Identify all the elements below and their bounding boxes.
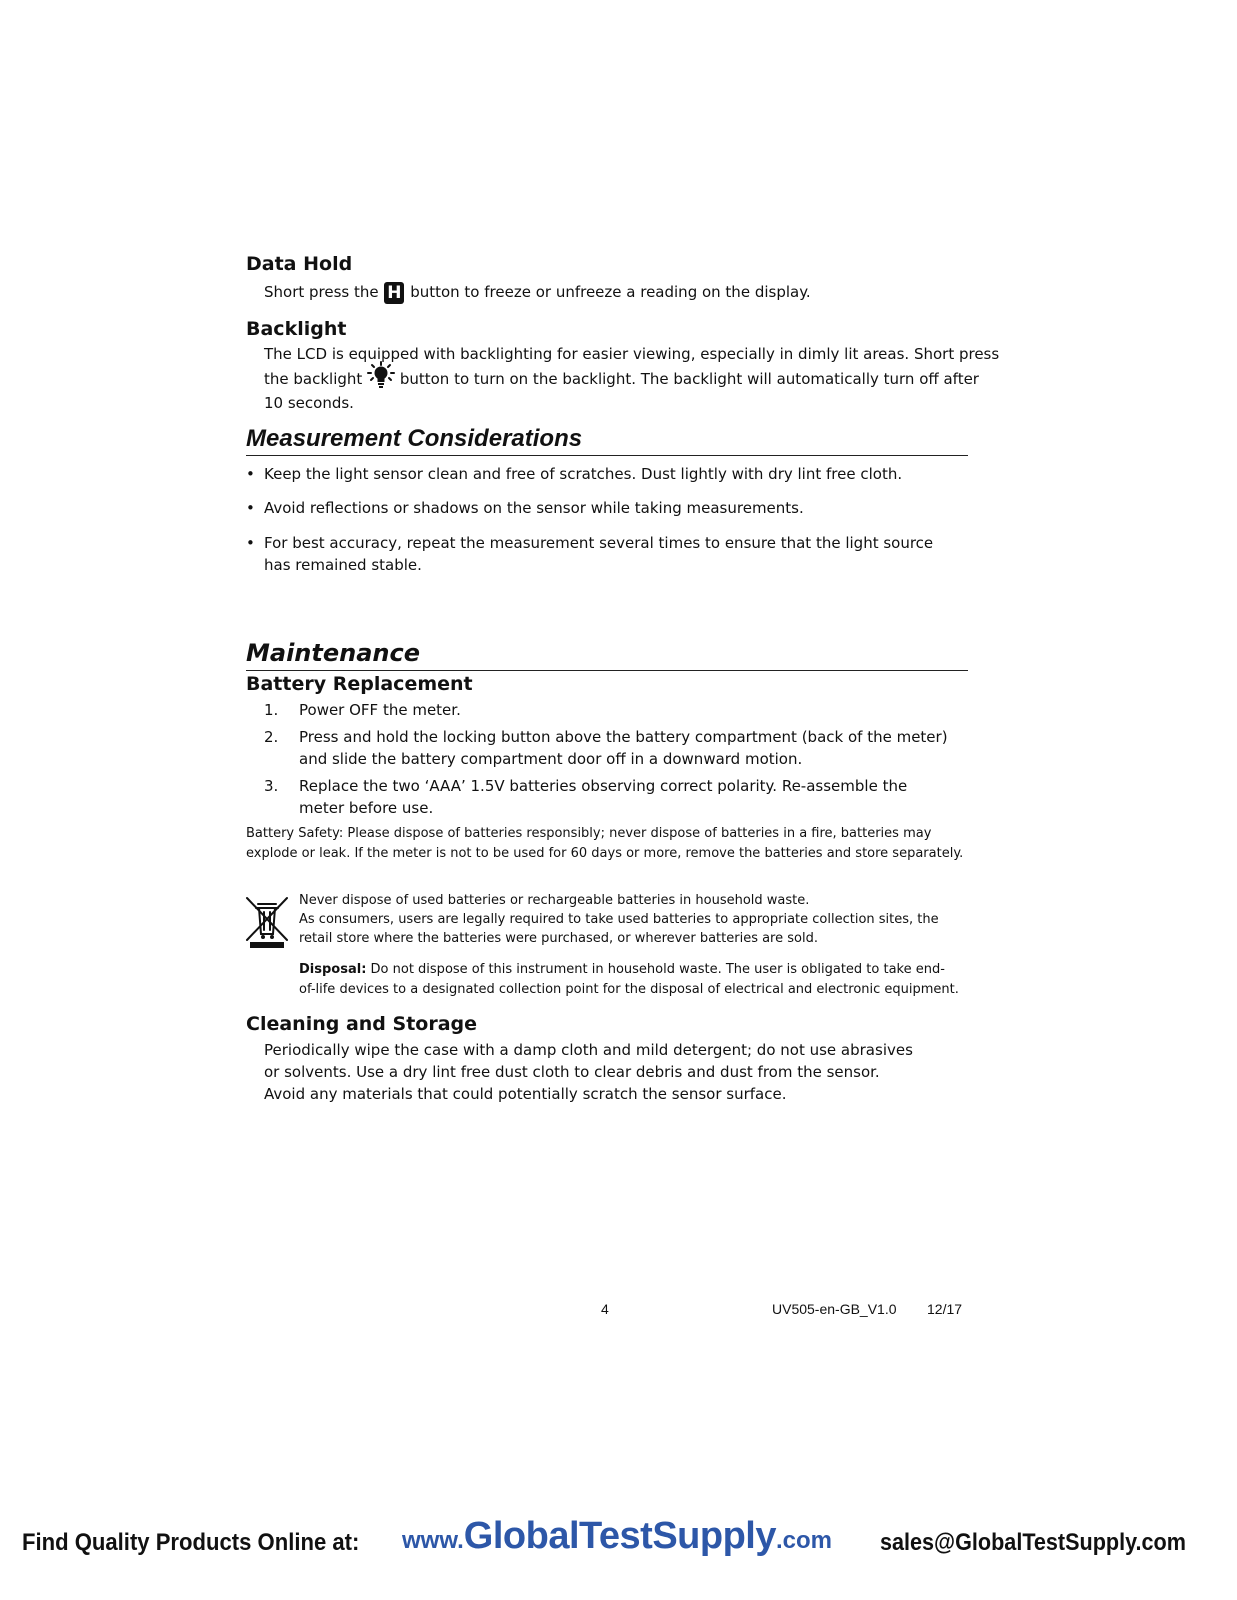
disposal-note (299, 960, 959, 1000)
backlight-line-1: The LCD is equipped with backlighting for easier viewing, especially in dimly lit areas. Short press (264, 345, 1000, 363)
step-text: Power OFF the meter. (299, 701, 461, 719)
weee-line-1: Never dispose of used batteries or rechargeable batteries in household waste. (299, 893, 810, 908)
banner-url-suffix: .com (776, 1527, 833, 1554)
step-text: Replace the two ‘AAA’ 1.5V batteries observing correct polarity. Re-assemble the meter before use. (299, 777, 908, 817)
doc-code: UV505-en-GB_V1.0 (772, 1301, 897, 1317)
crossed-out-bin-icon (245, 896, 289, 950)
hold-button-icon (384, 282, 404, 304)
backlight-line-3: 10 seconds. (264, 394, 354, 412)
disposal-text: Do not dispose of this instrument in household waste. The user is obligated to take end-of-life devices to a designated collection point for the disposal of electrical and electronic equipment. (299, 962, 959, 997)
data-hold-text (264, 281, 811, 304)
bullet-text: Keep the light sensor clean and free of scratches. Dust lightly with dry lint free cloth. (264, 465, 903, 483)
backlight-text-before: the backlight (264, 370, 363, 388)
weee-text (299, 891, 969, 948)
backlight-heading: Backlight (246, 318, 347, 340)
backlight-line-2 (264, 368, 979, 390)
list-item (246, 463, 966, 485)
step-text: Press and hold the locking button above the battery compartment (back of the meter) and slide the battery compartment door off in a downward motion. (299, 728, 948, 768)
step-number: 2. (264, 728, 279, 746)
step-number: 3. (264, 777, 279, 795)
bullet-icon: • (246, 499, 255, 517)
list-item (264, 699, 964, 721)
maintenance-divider (246, 670, 968, 671)
data-hold-heading: Data Hold (246, 253, 353, 275)
bullet-icon: • (246, 465, 255, 483)
banner-email[interactable]: sales@GlobalTestSupply.com (880, 1529, 1186, 1556)
bullet-icon: • (246, 534, 255, 552)
list-item (246, 497, 966, 519)
doc-date: 12/17 (927, 1301, 963, 1317)
maintenance-heading: Maintenance (246, 639, 421, 667)
banner-url[interactable] (402, 1515, 832, 1558)
list-item (246, 532, 966, 576)
step-number: 1. (264, 701, 279, 719)
list-item (264, 726, 964, 770)
hold-icon-letter: H (387, 282, 402, 303)
banner-url-prefix: www. (402, 1527, 464, 1554)
backlight-text-after: button to turn on the backlight. The backlight will automatically turn off after (399, 370, 979, 388)
measurement-heading: Measurement Considerations (246, 425, 583, 452)
battery-safety-note: Battery Safety: Please dispose of batteries responsibly; never dispose of batteries in a fire, batteries may explode or leak. If the meter is not to be used for 60 days or more, remove the batteries and store separately. (246, 826, 964, 861)
data-hold-text-before: Short press the (264, 283, 379, 301)
banner-url-main: GlobalTestSupply (463, 1515, 776, 1557)
lightbulb-icon (367, 361, 395, 389)
page-number: 4 (601, 1301, 609, 1317)
banner-tagline: Find Quality Products Online at: (22, 1529, 360, 1556)
disposal-label: Disposal: (299, 962, 367, 977)
battery-replacement-heading: Battery Replacement (246, 673, 473, 695)
list-item (264, 775, 964, 819)
data-hold-text-after: button to freeze or unfreeze a reading on the display. (410, 283, 811, 301)
weee-line-2: As consumers, users are legally required to take used batteries to appropriate collection sites, the retail store where the batteries were purchased, or wherever batteries are sold. (299, 912, 939, 946)
bullet-text: For best accuracy, repeat the measurement several times to ensure that the light source has remained stable. (264, 534, 934, 574)
cleaning-text: Periodically wipe the case with a damp cloth and mild detergent; do not use abrasives or solvents. Use a dry lint free dust cloth to clear debris and dust from the sensor. Avoid any materials that could potentially scratch the sensor surface. (264, 1041, 913, 1103)
measurement-divider (246, 455, 968, 456)
cleaning-heading: Cleaning and Storage (246, 1013, 478, 1035)
bullet-text: Avoid reflections or shadows on the sensor while taking measurements. (264, 499, 804, 517)
